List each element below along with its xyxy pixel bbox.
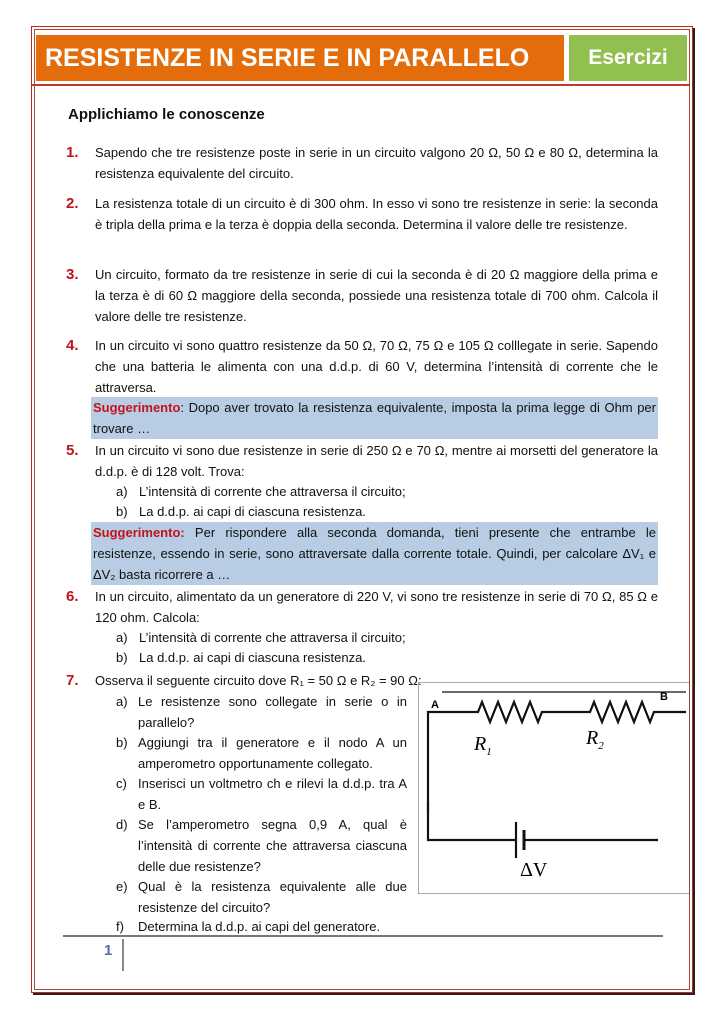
exercise-text: La resistenza totale di un circuito è di 300 ohm. In esso vi sono tre resistenze in serie: la seconda è tripla della prima e la terza è doppia della seconda. Determina il valore delle tre resistenze.: [95, 196, 658, 232]
hint-box: [91, 397, 658, 439]
list-item: a) L’intensità di corrente che attraversa il circuito;: [116, 484, 406, 499]
r2-label: $R_2$: [586, 727, 604, 752]
exercise-6: [66, 586, 658, 628]
list-item: a) Le resistenze sono collegate in serie o in parallelo?: [116, 694, 407, 730]
list-item: d) Se l’amperometro segna 0,9 A, qual è l’intensità di corrente che attraversa ciascuna delle due resistenze?: [116, 817, 407, 874]
hint-box: [91, 522, 658, 585]
exercise-text: In un circuito vi sono due resistenze in serie di 250 Ω e 70 Ω, mentre ai morsetti del generatore la d.d.p. è di 128 volt. Trova:: [95, 443, 658, 479]
list-item: c) Inserisci un voltmetro ch e rilevi la d.d.p. tra A e B.: [116, 776, 407, 812]
hint-label: Suggerimento: [93, 400, 181, 415]
exercise-2: [66, 193, 658, 235]
exercise-3: [66, 264, 658, 327]
exercise-text: In un circuito, alimentato da un generatore di 220 V, vi sono tre resistenze in serie di 70 Ω, 85 Ω e 120 ohm. Calcola:: [95, 589, 658, 625]
exercise-7: [66, 670, 426, 691]
header-divider: [32, 84, 690, 86]
node-b-label: B: [660, 691, 668, 703]
exercise-text: Un circuito, formato da tre resistenze in serie di cui la seconda è di 20 Ω maggiore della prima e la terza è di 60 Ω maggiore della seconda, possiede una resistenza totale di 700 ohm. Calcola il valore delle tre resistenze.: [95, 267, 658, 324]
circuit-diagram: [418, 682, 690, 894]
page-title: RESISTENZE IN SERIE E IN PARALLELO: [36, 35, 564, 81]
r1-label: $R_1$: [474, 733, 492, 758]
exercise-4: [66, 335, 658, 398]
diagram-border: [418, 682, 690, 894]
source-label: ΔV: [520, 859, 548, 881]
exercise-number: 1.: [66, 144, 79, 161]
exercise-number: 2.: [66, 195, 79, 212]
exercise-text: Osserva il seguente circuito dove R₁ = 50 Ω e R₂ = 90 Ω:: [95, 673, 422, 688]
list-item: b) Aggiungi tra il generatore e il nodo A un amperometro opportunamente collegato.: [116, 735, 407, 771]
list-item: f) Determina la d.d.p. ai capi del generatore.: [116, 919, 381, 934]
list-item: b) La d.d.p. ai capi di ciascuna resistenza.: [116, 650, 366, 665]
hint-text: : Dopo aver trovato la resistenza equivalente, imposta la prima legge di Ohm per trovare …: [93, 400, 656, 436]
node-a-label: A: [431, 699, 439, 711]
exercise-number: 5.: [66, 442, 79, 459]
list-item: e) Qual è la resistenza equivalente alle due resistenze del circuito?: [116, 879, 407, 915]
exercise-number: 4.: [66, 337, 79, 354]
footer-divider: [63, 935, 663, 937]
exercise-5: [66, 440, 658, 482]
hint-label: Suggerimento:: [93, 525, 185, 540]
list-item: b) La d.d.p. ai capi di ciascuna resistenza.: [116, 504, 366, 519]
hint-text: Per rispondere alla seconda domanda, tieni presente che entrambe le resistenze, essendo in serie, sono attraversate dalla corrente totale. Quindi, per calcolare ΔV₁ e ΔV₂ basta ricorrere a …: [93, 525, 656, 582]
exercise-text: In un circuito vi sono quattro resistenze da 50 Ω, 70 Ω, 75 Ω e 105 Ω colllegate in serie. Sapendo che una batteria le alimenta con una d.d.p. di 60 V, determina l’intensità di corrente che le attraversa.: [95, 338, 658, 395]
section-heading: Applichiamo le conoscenze: [68, 106, 265, 123]
exercise-number: 3.: [66, 266, 79, 283]
footer-bar: [122, 939, 124, 971]
exercise-1: [66, 142, 658, 184]
exercise-text: Sapendo che tre resistenze poste in serie in un circuito valgono 20 Ω, 50 Ω e 80 Ω, determina la resistenza equivalente del circuito.: [95, 145, 658, 181]
exercise-number: 7.: [66, 672, 79, 689]
list-item: a) L’intensità di corrente che attraversa il circuito;: [116, 630, 406, 645]
page-number: 1: [104, 942, 113, 959]
bottom-wire: [428, 802, 516, 840]
section-tag: Esercizi: [569, 35, 687, 81]
top-wire: [428, 702, 686, 812]
exercise-number: 6.: [66, 588, 79, 605]
